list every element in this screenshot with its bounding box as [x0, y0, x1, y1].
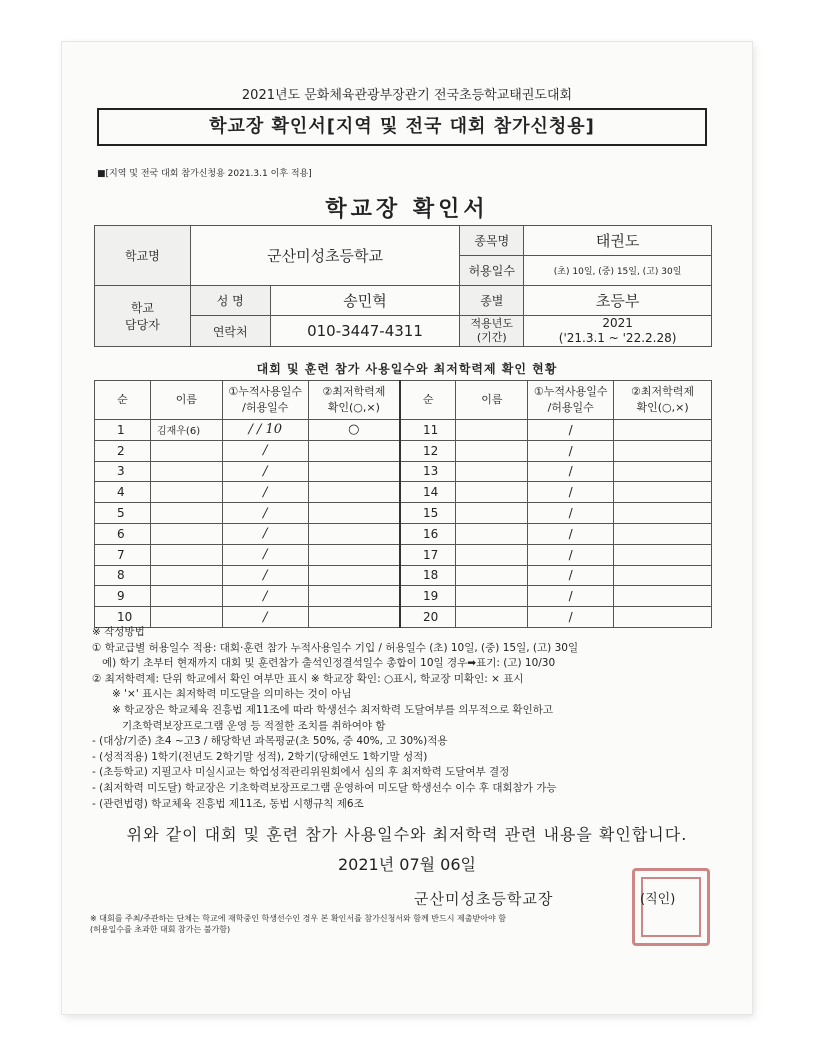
name-label: 성 명: [190, 286, 270, 316]
confirmation-statement: 위와 같이 대회 및 훈련 참가 사용일수와 최저학력 관련 내용을 확인합니다.: [126, 825, 688, 844]
row-number: 1: [95, 420, 151, 441]
participant-name: [150, 586, 222, 607]
row-number: 18: [400, 565, 456, 586]
days-used: /: [222, 607, 308, 628]
participant-name: [150, 482, 222, 503]
document-page: [62, 42, 752, 1014]
staff-label: 학교 담당자: [95, 286, 191, 347]
col-days-header: ①누적사용일수 /허용일수: [222, 381, 308, 420]
row-number: 12: [400, 440, 456, 461]
division-value: 초등부: [524, 286, 712, 316]
instruction-line: 예) 학기 초부터 현재까지 대회 및 훈련참가 출석인정결석일수 총합이 10일 경우➡표기: (고) 10/30: [92, 657, 556, 670]
table-row: [95, 565, 712, 586]
school-info-table: [94, 225, 712, 347]
table-row: [95, 482, 712, 503]
participant-name: 김재우(6): [150, 420, 222, 441]
academic-check: [614, 440, 712, 461]
academic-check: [308, 544, 400, 565]
days-used: /: [222, 440, 308, 461]
participant-name: [456, 503, 528, 524]
days-used: /: [222, 461, 308, 482]
days-used: /: [528, 565, 614, 586]
phone-value: 010-3447-4311: [270, 316, 460, 347]
table-row: [95, 440, 712, 461]
applicability-note: ■[지역 및 전국 대회 참가신청용 2021.3.1 이후 적용]: [97, 169, 312, 179]
col-no-header: 순: [95, 381, 151, 420]
days-used: / / 10: [222, 420, 308, 441]
academic-check: ○: [308, 420, 400, 441]
col-check-header: ②최저학력제 확인(○,×): [614, 381, 712, 420]
days-used: /: [528, 523, 614, 544]
days-used: /: [528, 586, 614, 607]
phone-label: 연락처: [190, 316, 270, 347]
form-title-box: 학교장 확인서[지역 및 전국 대회 참가신청용]: [97, 108, 707, 146]
row-number: 2: [95, 440, 151, 461]
academic-check: [614, 586, 712, 607]
row-number: 19: [400, 586, 456, 607]
participant-name: [150, 565, 222, 586]
days-used: /: [222, 565, 308, 586]
days-used: /: [528, 607, 614, 628]
academic-check: [614, 503, 712, 524]
allow-value: (초) 10일, (중) 15일, (고) 30일: [524, 256, 712, 286]
row-number: 10: [95, 607, 151, 628]
row-number: 6: [95, 523, 151, 544]
participant-table-header: [95, 381, 712, 420]
row-number: 17: [400, 544, 456, 565]
participant-table: [94, 380, 712, 628]
academic-check: [308, 586, 400, 607]
col-check-header: ②최저학력제 확인(○,×): [308, 381, 400, 420]
seal-label: (직인): [640, 892, 676, 907]
main-title: 학교장 확인서: [325, 197, 489, 222]
table-row: [95, 461, 712, 482]
principal-signature-line: 군산미성초등학교장: [414, 890, 554, 908]
table-row: [95, 586, 712, 607]
academic-check: [614, 523, 712, 544]
days-used: /: [528, 461, 614, 482]
row-number: 20: [400, 607, 456, 628]
issue-date: 2021년 07월 06일: [338, 855, 476, 874]
row-number: 9: [95, 586, 151, 607]
participant-name: [150, 523, 222, 544]
table-row: [95, 503, 712, 524]
participant-name: [456, 565, 528, 586]
row-number: 4: [95, 482, 151, 503]
days-used: /: [222, 503, 308, 524]
footnote: ※ 대회를 주최/주관하는 단체는 학교에 재학중인 학생선수인 경우 본 확인서를 참가신청서와 함께 반드시 제출받아야 함 (허용일수를 초과한 대회 참가는 불가함): [90, 914, 506, 934]
days-used: /: [528, 544, 614, 565]
instruction-line: ① 학교급별 허용일수 적용: 대회·훈련 참가 누적사용일수 기입 / 허용일수 (초) 10일, (중) 15일, (고) 30일: [92, 641, 579, 654]
school-label: 학교명: [95, 226, 191, 286]
academic-check: [614, 565, 712, 586]
event-value: 태권도: [524, 226, 712, 256]
row-number: 13: [400, 461, 456, 482]
year-label: 적용년도 (기간): [460, 316, 524, 347]
academic-check: [308, 482, 400, 503]
row-number: 7: [95, 544, 151, 565]
academic-check: [614, 461, 712, 482]
academic-check: [308, 461, 400, 482]
academic-check: [614, 482, 712, 503]
instruction-line: - (최저학력 미도달) 학교장은 기초학력보장프로그램 운영하여 미도달 학생선수 이수 후 대회참가 가능: [92, 781, 557, 794]
row-number: 3: [95, 461, 151, 482]
division-label: 종별: [460, 286, 524, 316]
academic-check: [308, 565, 400, 586]
col-no-header: 순: [400, 381, 456, 420]
participant-name: [150, 544, 222, 565]
days-used: /: [528, 420, 614, 441]
academic-check: [308, 440, 400, 461]
allow-label: 허용일수: [460, 256, 524, 286]
academic-check: [308, 503, 400, 524]
days-used: /: [222, 586, 308, 607]
row-number: 16: [400, 523, 456, 544]
participant-name: [150, 440, 222, 461]
row-number: 8: [95, 565, 151, 586]
table-row: [95, 523, 712, 544]
instruction-line: ※ '×' 표시는 최저학력 미도달을 의미하는 것이 아님: [92, 688, 352, 701]
instruction-line: 기초학력보장프로그램 운영 등 적절한 조치를 취하여야 함: [92, 719, 386, 732]
row-number: 14: [400, 482, 456, 503]
participant-name: [456, 544, 528, 565]
instructions: [92, 625, 732, 812]
days-used: /: [528, 482, 614, 503]
name-value: 송민혁: [270, 286, 460, 316]
academic-check: [614, 420, 712, 441]
col-name-header: 이름: [150, 381, 222, 420]
participant-name: [456, 586, 528, 607]
participant-name: [150, 503, 222, 524]
participant-name: [150, 461, 222, 482]
days-used: /: [528, 503, 614, 524]
days-used: /: [222, 482, 308, 503]
instruction-line: ② 최저학력제: 단위 학교에서 확인 여부만 표시 ※ 학교장 확인: ○표시, 학교장 미확인: × 표시: [92, 672, 524, 685]
year-value: 2021 ('21.3.1 ~ '22.2.28): [524, 316, 712, 347]
participant-name: [456, 420, 528, 441]
instruction-line: - (초등학교) 지필고사 미실시교는 학업성적관리위원회에서 심의 후 최저학력 도달여부 결정: [92, 766, 510, 779]
days-used: /: [222, 544, 308, 565]
instruction-line: - (대상/기준) 초4 ~고3 / 해당학년 과목평균(초 50%, 중 40%, 고 30%)적용: [92, 735, 448, 748]
instruction-line: ※ 학교장은 학교체육 진흥법 제11조에 따라 학생선수 최저학력 도달여부를 의무적으로 확인하고: [92, 703, 553, 716]
table-row: [95, 420, 712, 441]
participant-name: [456, 461, 528, 482]
days-used: /: [528, 440, 614, 461]
col-days-header: ①누적사용일수 /허용일수: [528, 381, 614, 420]
instruction-line: - (성적적용) 1학기(전년도 2학기말 성적), 2학기(당해연도 1학기말 성적): [92, 750, 428, 763]
col-name-header: 이름: [456, 381, 528, 420]
row-number: 11: [400, 420, 456, 441]
school-value: 군산미성초등학교: [190, 226, 460, 286]
event-label: 종목명: [460, 226, 524, 256]
participant-name: [456, 482, 528, 503]
instructions-heading: ※ 작성방법: [92, 626, 145, 638]
participant-name: [456, 440, 528, 461]
event-title: 2021년도 문화체육관광부장관기 전국초등학교태권도대회: [241, 88, 573, 103]
participant-name: [456, 523, 528, 544]
academic-check: [614, 544, 712, 565]
list-subtitle: 대회 및 훈련 참가 사용일수와 최저학력제 확인 현황: [256, 362, 558, 376]
days-used: /: [222, 523, 308, 544]
table-row: [95, 544, 712, 565]
row-number: 15: [400, 503, 456, 524]
row-number: 5: [95, 503, 151, 524]
academic-check: [308, 523, 400, 544]
instruction-line: - (관련법령) 학교체육 진흥법 제11조, 동법 시행규칙 제6조: [92, 797, 364, 810]
